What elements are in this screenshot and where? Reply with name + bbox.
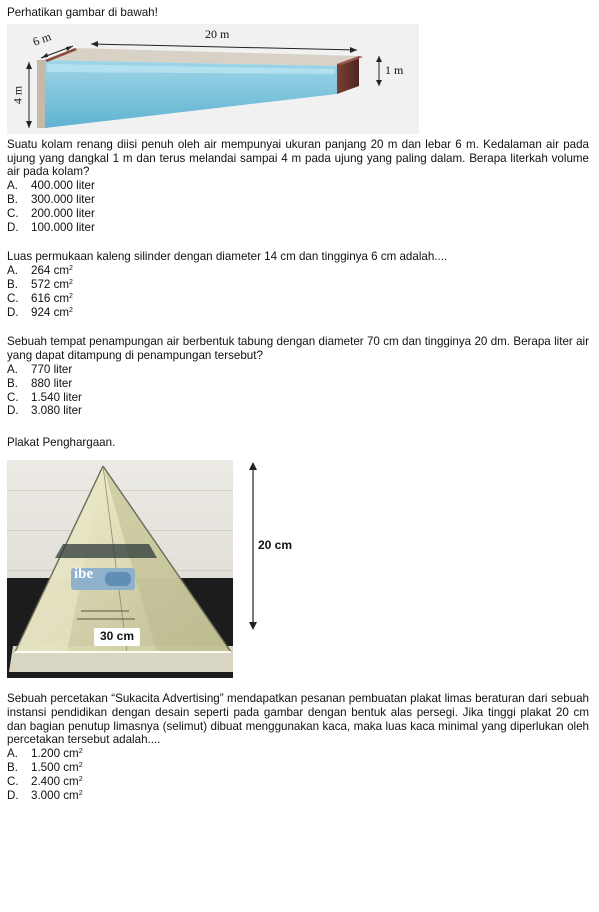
height-arrow (243, 460, 263, 672)
q1-options (7, 179, 589, 234)
q2-option-a[interactable]: A. 264 $cm^2$ (7, 264, 73, 278)
q4-option-a[interactable]: A. 1.200 $cm^2$ (7, 747, 83, 761)
worksheet (7, 6, 589, 802)
q2-option-c[interactable]: C. 616 $cm^2$ (7, 291, 73, 305)
question-2 (7, 250, 589, 319)
q1-text: Suatu kolam renang diisi penuh oleh air mempunyai ukuran panjang 20 m dan lebar 6 m. Kedalaman air pada ujung yang dangkal 1 m dan terus melandai sampai 4 m pada ujung yang paling dalam. Berapa literkah volume air pada kolam? (7, 137, 589, 179)
pool-diagram (7, 24, 419, 134)
q1-option-a[interactable]: A. 400.000 liter (7, 179, 95, 193)
q1-option-d[interactable]: D. 100.000 liter (7, 220, 95, 234)
question-3 (7, 335, 589, 418)
q4-text: Sebuah percetakan “Sukacita Advertising” mendapatkan pesanan pembuatan plakat limas beraturan dari sebuah instansi pendidikan dengan desain seperti pada gambar dengan bentuk alas persegi. Jika tinggi plakat 20 cm dan bagian penutup limasnya (selimut) dibuat menggunakan kaca, maka luas kaca minimal yang diperlukan oleh percetakan tersebut adalah.... (7, 691, 589, 747)
pool-deep-depth-label: 4 m (10, 85, 25, 104)
pool-length-label: 20 m (205, 26, 230, 41)
q2-option-d[interactable]: D. 924 $cm^2$ (7, 305, 73, 319)
pool-width-label: 6 m (30, 29, 53, 49)
q3-option-a[interactable]: A. 770 liter (7, 362, 73, 376)
q1-instruction: Perhatikan gambar di bawah! (7, 6, 158, 19)
q3-option-d[interactable]: D. 3.080 liter (7, 404, 82, 418)
q3-option-c[interactable]: C. 1.540 liter (7, 390, 82, 404)
q4-option-c[interactable]: C. 2.400 $cm^2$ (7, 774, 83, 788)
q2-text: Luas permukaan kaleng silinder dengan diameter 14 cm dan tingginya 6 cm adalah.... (7, 250, 448, 264)
q2-option-b[interactable]: B. 572 $cm^2$ (7, 277, 73, 291)
plaque-logo-text: ibe (74, 565, 94, 582)
q3-option-b[interactable]: B. 880 liter (7, 376, 73, 390)
q4-option-b[interactable]: B. 1.500 $cm^2$ (7, 760, 83, 774)
q1-option-c[interactable]: C. 200.000 liter (7, 206, 95, 220)
q4-options (7, 747, 589, 802)
question-4 (7, 436, 589, 802)
question-1 (7, 6, 589, 234)
q2-options (7, 264, 589, 319)
q3-options (7, 363, 589, 418)
plaque-base-label: 30 cm (94, 628, 140, 646)
plaque-figure (7, 460, 307, 682)
plaque-height-label: 20 cm (258, 537, 293, 552)
q3-text: Sebuah tempat penampungan air berbentuk tabung dengan diameter 70 cm dan tingginya 20 dm. Berapa liter air yang dapat ditampung di penampungan tersebut? (7, 335, 589, 363)
q4-heading: Plakat Penghargaan. (7, 436, 116, 450)
pool-deep-wall (37, 60, 45, 128)
q1-option-b[interactable]: B. 300.000 liter (7, 192, 95, 206)
q4-option-d[interactable]: D. 3.000 $cm^2$ (7, 788, 83, 802)
pool-shallow-depth-label: 1 m (385, 62, 404, 77)
